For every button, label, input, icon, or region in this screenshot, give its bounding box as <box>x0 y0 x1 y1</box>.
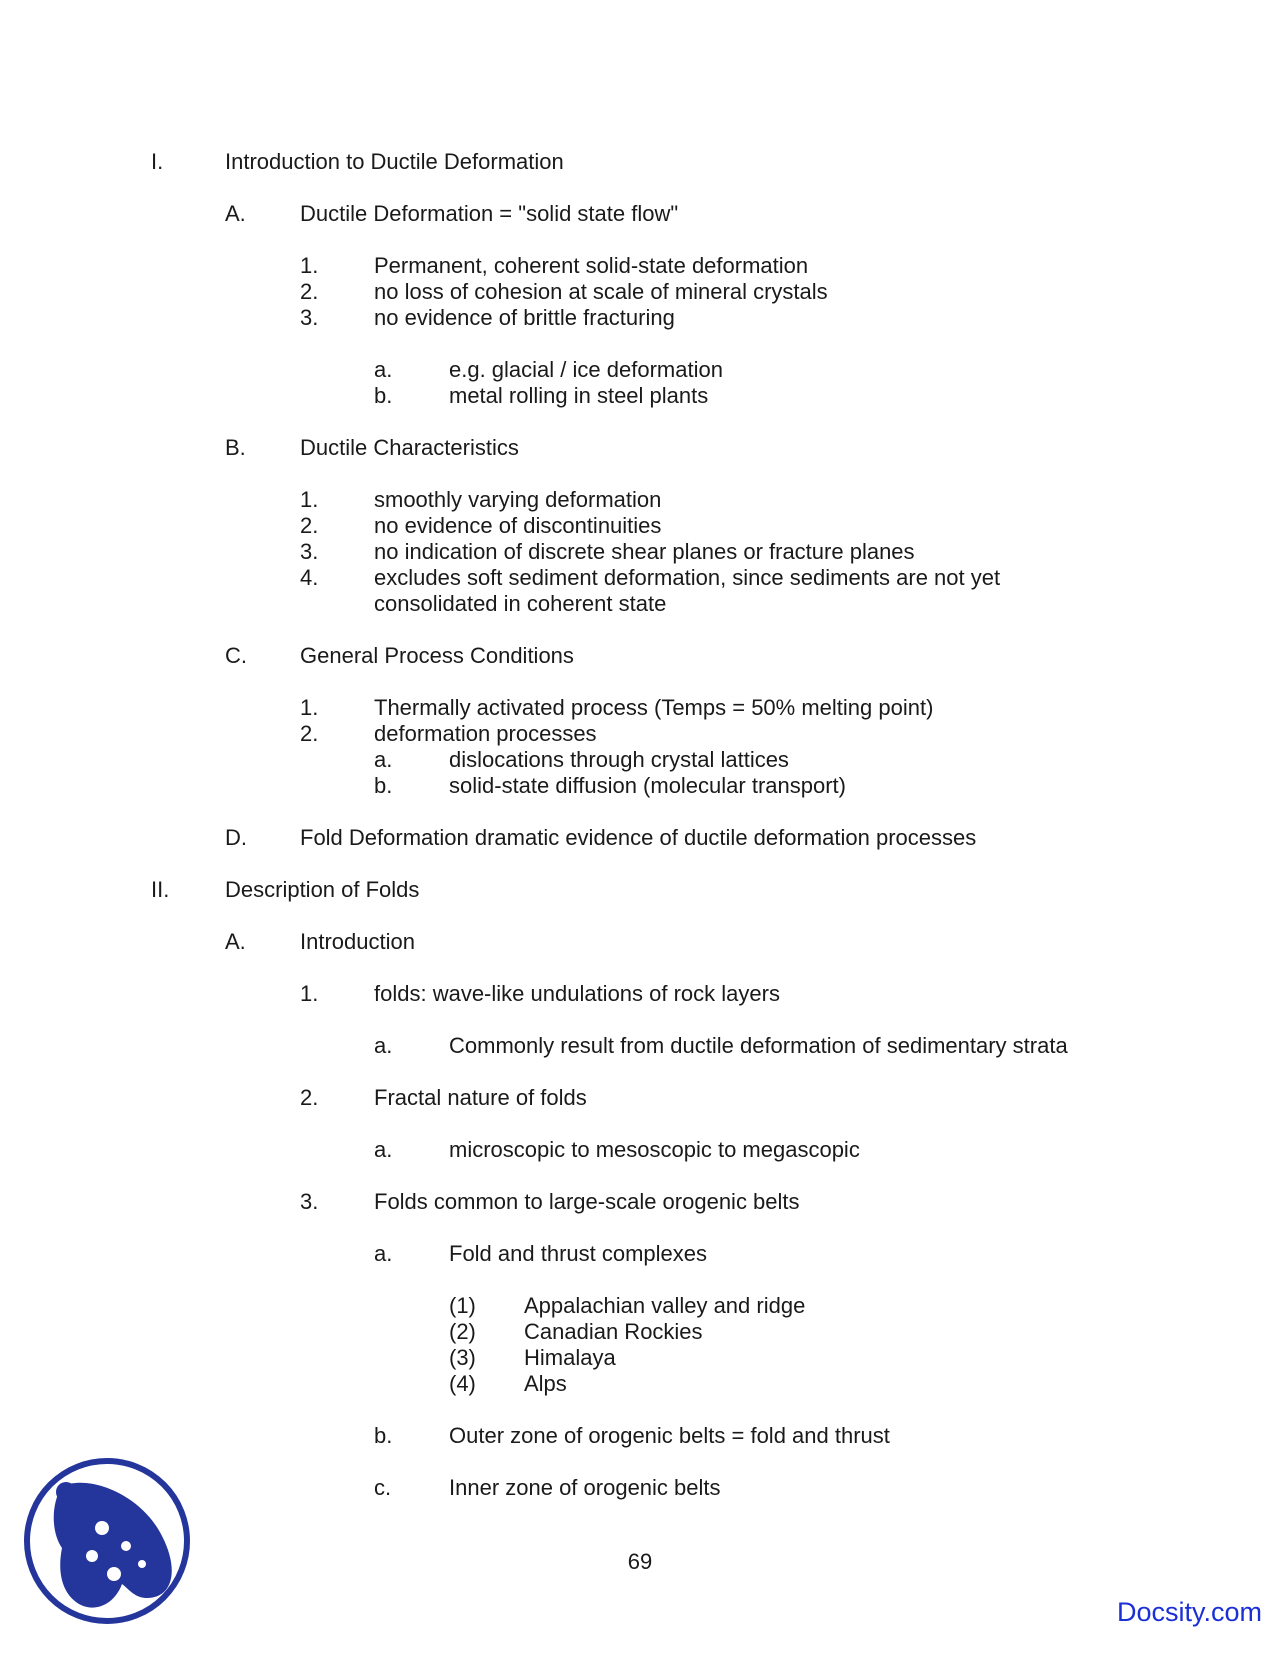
outline-marker: (4) <box>449 1371 476 1396</box>
outline-text: no indication of discrete shear planes or fracture planes <box>374 539 915 564</box>
outline-text: Outer zone of orogenic belts = fold and thrust <box>449 1423 890 1448</box>
outline-marker: (3) <box>449 1345 476 1370</box>
outline-text: Canadian Rockies <box>524 1319 703 1344</box>
outline-text: Commonly result from ductile deformation of sedimentary strata <box>449 1033 1068 1058</box>
outline-text: no evidence of discontinuities <box>374 513 662 538</box>
outline-text: Fractal nature of folds <box>374 1085 587 1110</box>
outline-marker: 1. <box>300 487 319 512</box>
outline-text: consolidated in coherent state <box>374 591 667 616</box>
outline-text: Fold Deformation dramatic evidence of ductile deformation processes <box>300 825 977 850</box>
outline-marker: 1. <box>300 253 319 278</box>
outline-marker: B. <box>225 435 246 460</box>
outline-marker: a. <box>374 1033 393 1058</box>
outline-text: deformation processes <box>374 721 597 746</box>
outline-text: Ductile Characteristics <box>300 435 519 460</box>
outline-marker: a. <box>374 1241 393 1266</box>
outline-marker: II. <box>151 877 170 902</box>
outline-marker: 3. <box>300 539 319 564</box>
outline-text: Alps <box>524 1371 567 1396</box>
outline-marker: a. <box>374 1137 393 1162</box>
outline-marker: (2) <box>449 1319 476 1344</box>
outline-marker: b. <box>374 383 393 408</box>
outline-text: Appalachian valley and ridge <box>524 1293 806 1318</box>
outline-text: e.g. glacial / ice deformation <box>449 357 723 382</box>
outline-text: Thermally activated process (Temps = 50% melting point) <box>374 695 934 720</box>
outline-marker: (1) <box>449 1293 476 1318</box>
docsity-logo-icon[interactable] <box>22 1456 192 1626</box>
outline-text: Fold and thrust complexes <box>449 1241 708 1266</box>
outline-marker: 3. <box>300 1189 319 1214</box>
outline-marker: 2. <box>300 279 319 304</box>
outline-text: Permanent, coherent solid-state deformation <box>374 253 809 278</box>
outline-text: Himalaya <box>524 1345 616 1370</box>
outline-text: Introduction <box>300 929 415 954</box>
docsity-watermark-link[interactable]: Docsity.com <box>1116 1597 1262 1627</box>
page-number: 69 <box>627 1549 653 1574</box>
outline-text: Inner zone of orogenic belts <box>449 1475 721 1500</box>
outline-text: Ductile Deformation = "solid state flow" <box>300 201 679 226</box>
outline-marker: 2. <box>300 721 319 746</box>
outline-text: dislocations through crystal lattices <box>449 747 789 772</box>
outline-marker: 1. <box>300 981 319 1006</box>
outline-marker: 2. <box>300 513 319 538</box>
outline-text: no loss of cohesion at scale of mineral crystals <box>374 279 828 304</box>
outline-text: solid-state diffusion (molecular transport) <box>449 773 846 798</box>
outline-text: Description of Folds <box>225 877 420 902</box>
outline-text: metal rolling in steel plants <box>449 383 709 408</box>
outline-marker: 2. <box>300 1085 319 1110</box>
outline-text: smoothly varying deformation <box>374 487 662 512</box>
outline-marker: 3. <box>300 305 319 330</box>
outline-marker: I. <box>151 149 164 174</box>
outline-marker: b. <box>374 773 393 798</box>
outline-marker: D. <box>225 825 247 850</box>
outline-marker: A. <box>225 201 246 226</box>
outline-marker: A. <box>225 929 246 954</box>
outline-text: microscopic to mesoscopic to megascopic <box>449 1137 860 1162</box>
outline-text: Folds common to large-scale orogenic belts <box>374 1189 800 1214</box>
outline-marker: c. <box>374 1475 392 1500</box>
outline-text: excludes soft sediment deformation, since sediments are not yet <box>374 565 1001 590</box>
outline-text: no evidence of brittle fracturing <box>374 305 675 330</box>
outline-text: General Process Conditions <box>300 643 574 668</box>
outline-marker: 4. <box>300 565 319 590</box>
outline-text: folds: wave-like undulations of rock layers <box>374 981 780 1006</box>
outline-marker: 1. <box>300 695 319 720</box>
outline-marker: a. <box>374 747 393 772</box>
outline-marker: b. <box>374 1423 393 1448</box>
outline-marker: C. <box>225 643 247 668</box>
outline-text: Introduction to Ductile Deformation <box>225 149 564 174</box>
outline-marker: a. <box>374 357 393 382</box>
